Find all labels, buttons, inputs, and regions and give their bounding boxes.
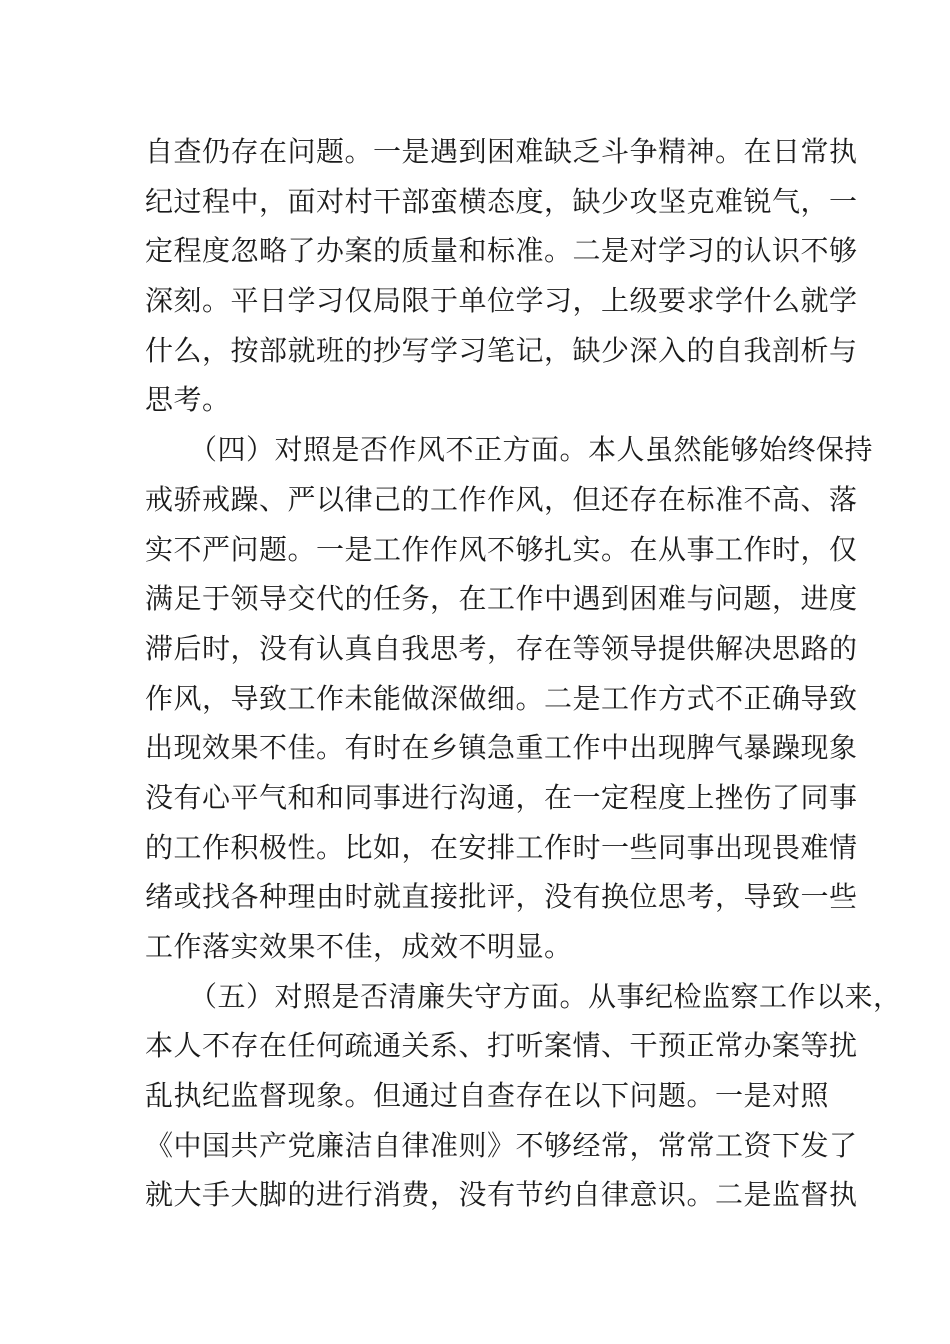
text-line: 作风，导致工作未能做深做细。二是工作方式不正确导致 <box>145 681 858 715</box>
text-line: 本人不存在任何疏通关系、打听案情、干预正常办案等扰 <box>145 1029 858 1063</box>
text-line: 《中国共产党廉洁自律准则》不够经常，常常工资下发了 <box>145 1128 858 1162</box>
text-line: 工作落实效果不佳，成效不明显。 <box>145 930 573 963</box>
text-line: 乱执纪监督现象。但通过自查存在以下问题。一是对照 <box>145 1079 830 1113</box>
text-line: 出现效果不佳。有时在乡镇急重工作中出现脾气暴躁现象 <box>145 731 858 765</box>
text-line: 戒骄戒躁、严以律己的工作作风，但还存在标准不高、落 <box>145 482 858 516</box>
text-line: 没有心平气和和同事进行沟通，在一定程度上挫伤了同事 <box>145 780 858 814</box>
text-line: 实不严问题。一是工作作风不够扎实。在从事工作时，仅 <box>145 532 858 566</box>
text-line: 思考。 <box>145 383 231 417</box>
text-line: 定程度忽略了办案的质量和标准。二是对学习的认识不够 <box>145 234 858 268</box>
text-line: 就大手大脚的进行消费，没有节约自律意识。二是监督执 <box>145 1178 858 1212</box>
text-line: 自查仍存在问题。一是遇到困难缺乏斗争精神。在日常执 <box>145 135 858 168</box>
text-line: 深刻。平日学习仅局限于单位学习，上级要求学什么就学 <box>145 284 858 318</box>
section-four-heading-line: （四）对照是否作风不正方面。本人虽然能够始终保持 <box>189 433 874 467</box>
document-body <box>145 127 902 1220</box>
text-line: 纪过程中，面对村干部蛮横态度，缺少攻坚克难锐气，一 <box>145 184 858 218</box>
text-line: 什么，按部就班的抄写学习笔记，缺少深入的自我剖析与 <box>145 333 858 367</box>
text-line: 的工作积极性。比如，在安排工作时一些同事出现畏难情 <box>145 830 858 864</box>
text-line: 绪或找各种理由时就直接批评，没有换位思考，导致一些 <box>145 880 858 914</box>
section-five-heading-line: （五）对照是否清廉失守方面。从事纪检监察工作以来， <box>189 979 902 1013</box>
text-line: 满足于领导交代的任务，在工作中遇到困难与问题，进度 <box>145 582 858 616</box>
text-line: 滞后时，没有认真自我思考，存在等领导提供解决思路的 <box>145 631 858 665</box>
